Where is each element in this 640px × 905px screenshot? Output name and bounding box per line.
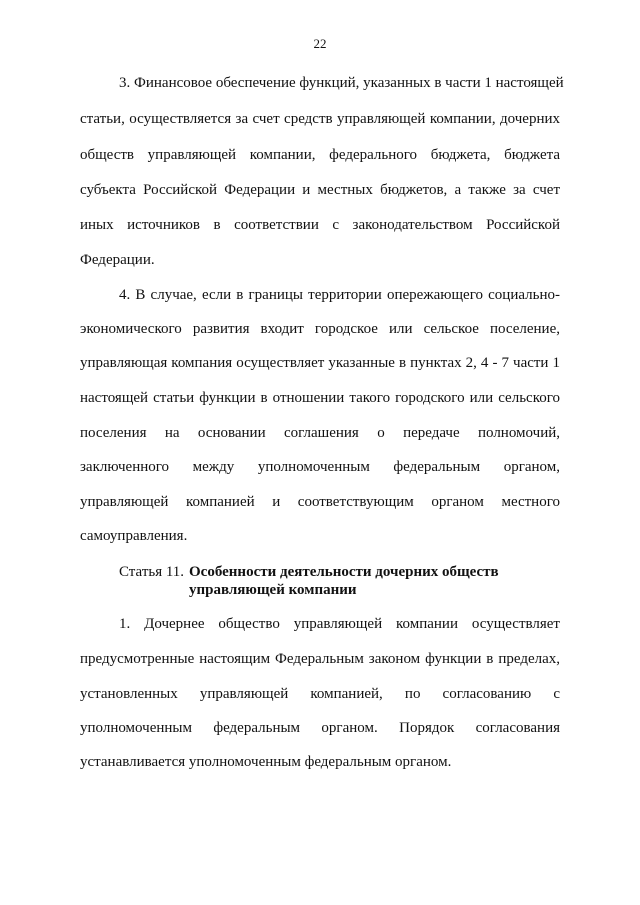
paragraph-line: заключенного между уполномоченным федеральным органом, (80, 459, 560, 475)
paragraph-line: поселения на основании соглашения о передаче полномочий, (80, 425, 560, 441)
article-title (189, 563, 499, 599)
article-title-line: управляющей компании (189, 582, 357, 598)
paragraph-line: экономического развития входит городское или сельское поселение, (80, 321, 560, 337)
paragraph-line: статьи, осуществляется за счет средств управляющей компании, дочерних (80, 111, 560, 127)
page-number: 22 (313, 36, 327, 51)
paragraph-line: Федерации. (80, 252, 155, 268)
paragraph-line: уполномоченным федеральным органом. Порядок согласования (80, 720, 560, 736)
paragraph-line: обществ управляющей компании, федерального бюджета, бюджета (80, 147, 560, 163)
paragraph-line: иных источников в соответствии с законодательством Российской (80, 217, 560, 233)
paragraph-line: 3. Финансовое обеспечение функций, указанных в части 1 настоящей (119, 75, 564, 91)
paragraph-line: настоящей статьи функции в отношении такого городского или сельского (80, 390, 560, 406)
paragraph-line: 4. В случае, если в границы территории опережающего социально- (119, 287, 560, 303)
paragraph-line: управляющей компанией и соответствующим органом местного (80, 494, 560, 510)
paragraph-line: устанавливается уполномоченным федеральным органом. (80, 754, 452, 770)
paragraph-line: предусмотренные настоящим Федеральным законом функции в пределах, (80, 651, 560, 667)
paragraph-line: управляющая компания осуществляет указанные в пунктах 2, 4 - 7 части 1 (80, 355, 560, 371)
paragraph-line: установленных управляющей компанией, по согласованию с (80, 686, 560, 702)
paragraph-line: 1. Дочернее общество управляющей компании осуществляет (119, 616, 560, 632)
paragraph-line: самоуправления. (80, 528, 188, 544)
article-title-line: Особенности деятельности дочерних обществ (189, 564, 499, 580)
paragraph-line: субъекта Российской Федерации и местных бюджетов, а также за счет (80, 182, 560, 198)
article-label: Статья 11. (119, 564, 185, 580)
